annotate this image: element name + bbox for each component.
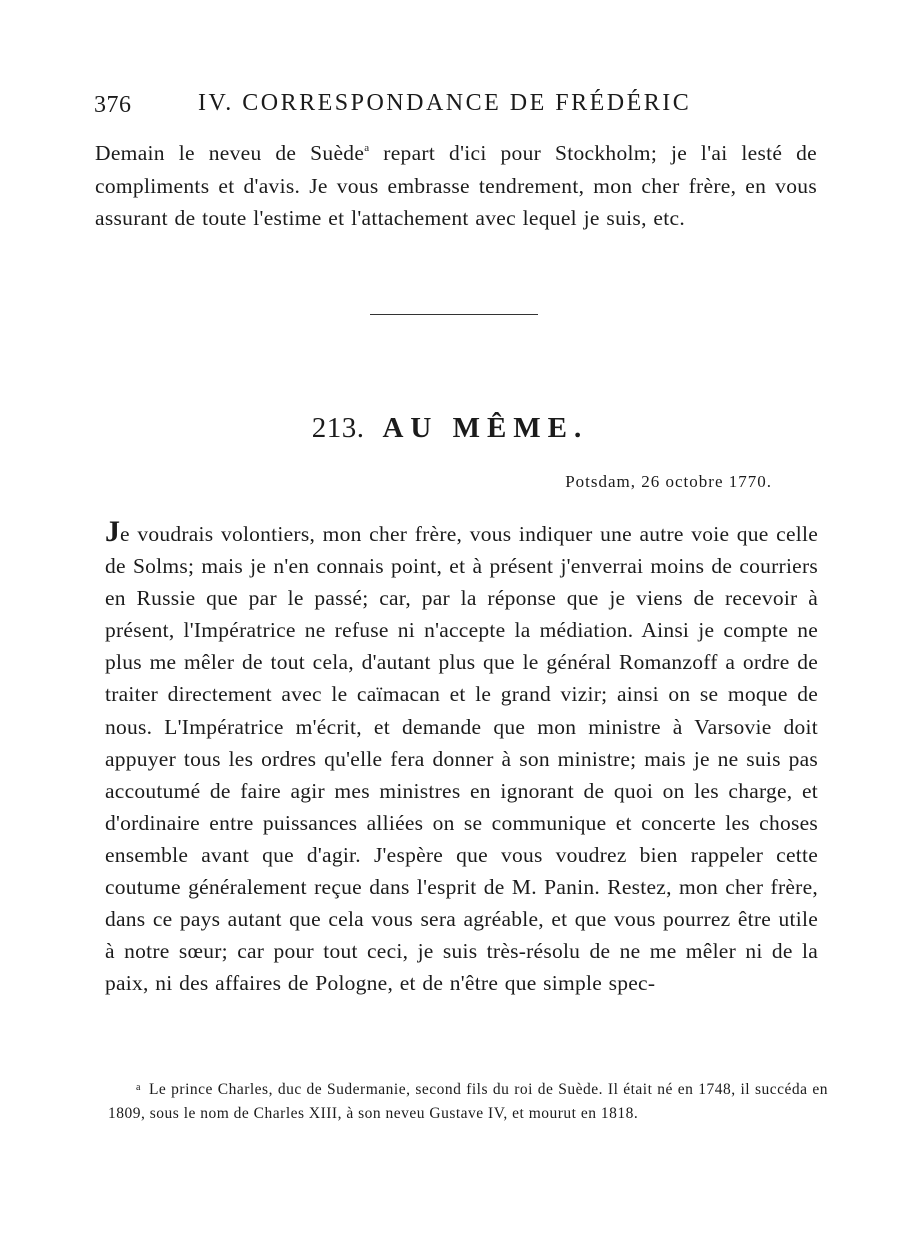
letter-number: 213. xyxy=(311,412,365,444)
footnote-marker: a xyxy=(136,1082,141,1093)
previous-letter-ending xyxy=(95,137,817,235)
initial-letter: J xyxy=(105,515,120,548)
intro-text-end: repart d'ici pour Stockholm; je l'ai lesté de compliments et d'avis. Je vous embrasse tendrement, mon cher frère, en vous assurant de toute l'estime et l'attachement avec lequel je suis, etc. xyxy=(95,141,817,230)
letter-body xyxy=(105,515,818,999)
letter-body-text: e voudrais volontiers, mon cher frère, vous indiquer une autre voie que celle de Solms; mais je n'en connais point, et à présent j'enverrai moins de courriers en Russie que par le passé; car, par la réponse que je viens de recevoir à présent, l'Impératrice ne refuse ni n'accepte la médiation. Ainsi je compte ne plus me mêler de tout cela, d'autant plus que le général Romanzoff a ordre de traiter directement avec le caïmacan et le grand vizir; ainsi on se moque de nous. L'Impératrice m'écrit, et demande que mon ministre à Varsovie doit appuyer tous les ordres qu'elle fera donner à son ministre; mais je ne suis pas accoutumé de faire agir mes ministres en ignorant de quoi on les charge, et d'ordinaire entre puissances alliées on se communique et concerte les choses ensemble avant que d'agir. J'espère que vous voudrez bien rappeler cette coutume généralement reçue dans l'esprit de M. Panin. Restez, mon cher frère, dans ce pays autant que cela vous sera agréable, et que vous pourrez être utile à notre sœur; car pour tout ceci, je suis très-résolu de ne me mêler ni de la paix, ni des affaires de Pologne, et de n'être que simple spec- xyxy=(105,522,818,996)
page-number: 376 xyxy=(94,92,132,118)
footnote-text: Le prince Charles, duc de Sudermanie, second fils du roi de Suède. Il était né en 1748, il succéda en 1809, sous le nom de Charles XIII, à son neveu Gustave IV, et mourut en 1818. xyxy=(108,1081,828,1122)
footnote xyxy=(108,1076,828,1126)
letter-title: AU MÊME. xyxy=(382,412,589,444)
running-head xyxy=(94,88,814,124)
section-divider xyxy=(370,314,538,315)
dateline: Potsdam, 26 octobre 1770. xyxy=(565,472,772,491)
intro-text-start: Demain le neveu de Suède xyxy=(95,141,365,165)
footnote-reference-marker: a xyxy=(364,142,370,154)
letter-heading xyxy=(0,412,900,445)
running-head-title: IV. CORRESPONDANCE DE FRÉDÉRIC xyxy=(198,90,692,116)
